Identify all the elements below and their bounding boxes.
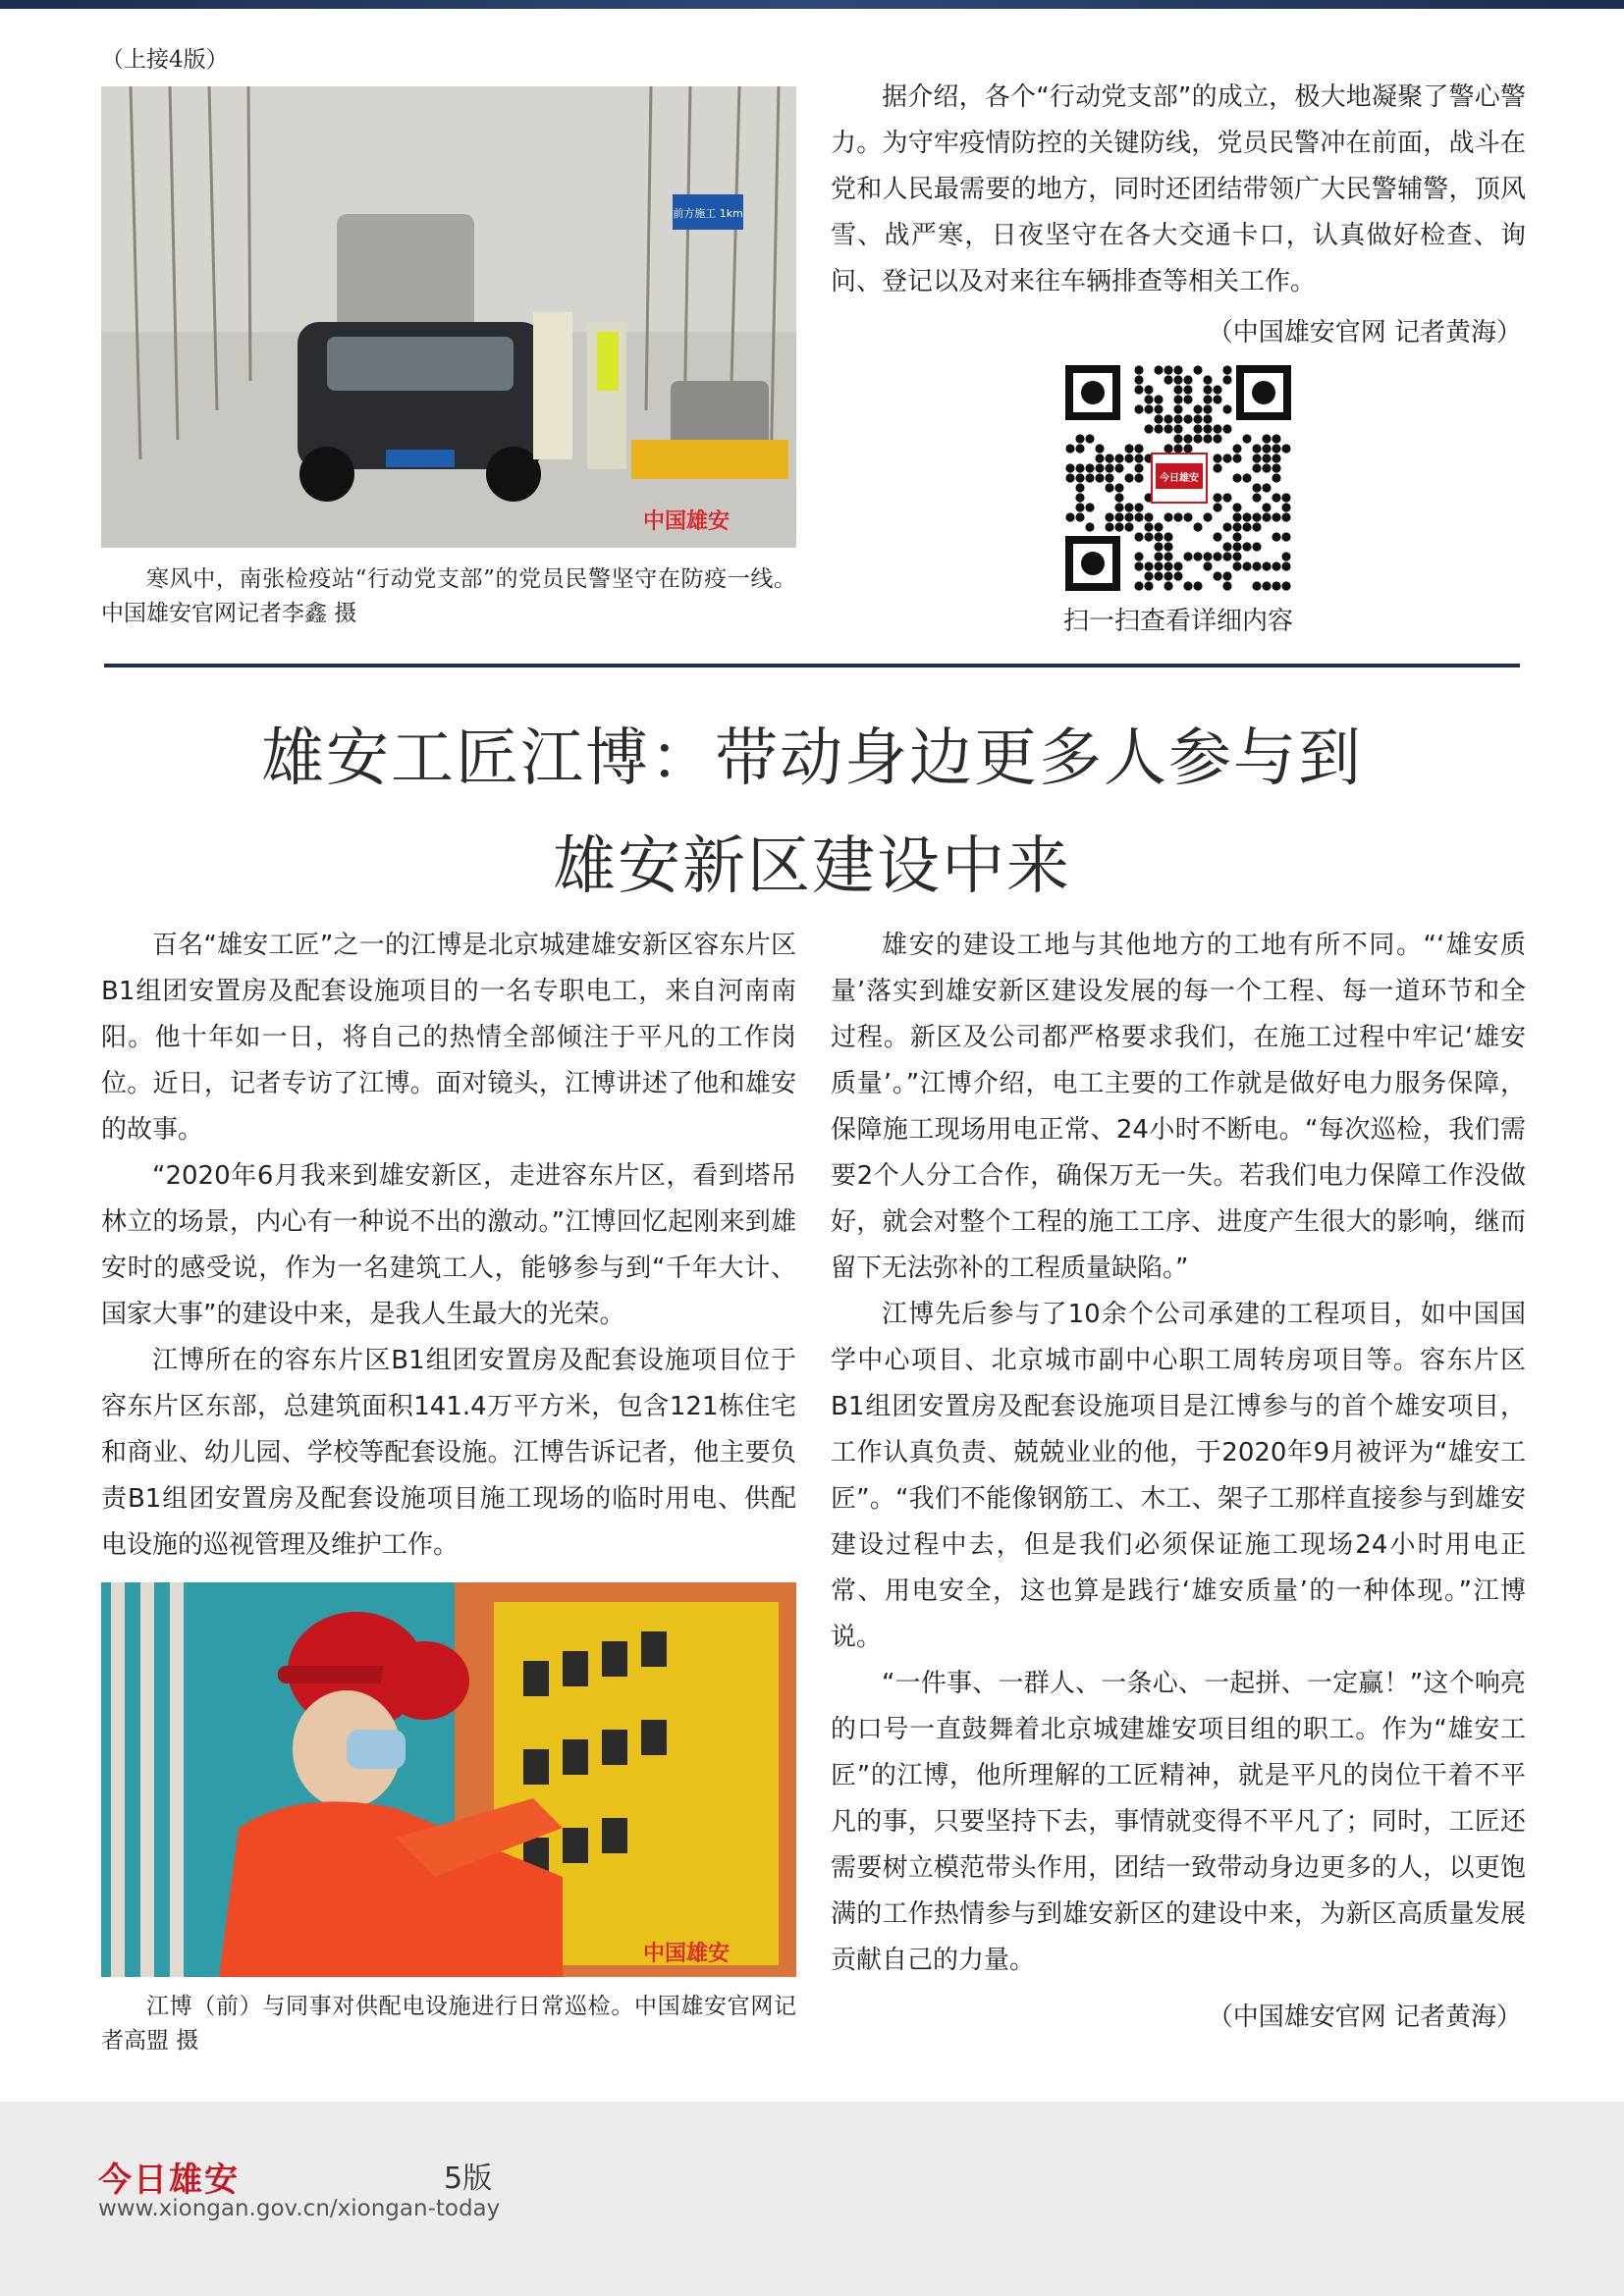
electrician-photo	[101, 1582, 796, 1977]
checkpoint-photo	[101, 86, 796, 548]
qr-label: 扫一扫查看详细内容	[1062, 607, 1293, 636]
section-divider	[104, 664, 1520, 667]
article-paragraph: 江博所在的容东片区B1组团安置房及配套设施项目位于容东片区东部，总建筑面积141.4万平方米，包含121栋住宅和商业、幼儿园、学校等配套设施。江博告诉记者，他主要负责B1组团安置房及配套设施项目施工现场的临时用电、供配电设施的巡视管理及维护工作。	[101, 1346, 796, 1560]
top-border	[0, 0, 1624, 9]
watermark-logo: 中国雄安	[642, 1942, 730, 1966]
continued-label: （上接4版）	[101, 47, 229, 73]
qr-center-logo: 今日雄安	[1160, 473, 1199, 484]
road-sign-text: 前方施工 1km	[673, 207, 743, 220]
plate-rect	[386, 450, 455, 467]
article-left-column	[101, 923, 796, 1569]
top-article	[831, 75, 1526, 305]
headline-line-2: 雄安新区建设中来	[553, 830, 1071, 903]
article-paragraph: 江博先后参与了10余个公司承建的工程项目，如中国国学中心项目、北京城市副中心职工周转房项目等。容东片区B1组团安置房及配套设施项目是江博参与的首个雄安项目，工作认真负责、兢兢业业的他，于2020年9月被评为“雄安工匠”。“我们不能像钢筋工、木工、架子工那样直接参与到雄安建设过程中去，但是我们必须保证施工现场24小时用电正常、用电安全，这也算是践行‘雄安质量’的一种体现。”江博说。	[831, 1300, 1526, 1652]
article-paragraph: 百名“雄安工匠”之一的江博是北京城建雄安新区容东片区B1组团安置房及配套设施项目的一名专职电工，来自河南南阳。他十年如一日，将自己的热情全部倾注于平凡的工作岗位。近日，记者专访了江博。面对镜头，江博讲述了他和雄安的故事。	[101, 931, 796, 1145]
top-photo-caption: 寒风中，南张检疫站“行动党支部”的党员民警坚守在防疫一线。中国雄安官网记者李鑫 摄	[101, 566, 796, 626]
bottom-photo-caption: 江博（前）与同事对供配电设施进行日常巡检。中国雄安官网记者高盟 摄	[101, 1994, 796, 2054]
article-paragraph: 据介绍，各个“行动党支部”的成立，极大地凝聚了警心警力。为守牢疫情防控的关键防线，党员民警冲在前面，战斗在党和人民最需要的地方，同时还团结带领广大民警辅警，顶风雪、战严寒，日夜坚守在各大交通卡口，认真做好检查、询问、登记以及对来往车辆排查等相关工作。	[831, 82, 1526, 296]
watermark-logo: 中国雄安	[642, 509, 730, 534]
site-link[interactable]: www.xiongan.gov.cn/xiongan-today	[98, 2196, 501, 2221]
page-number: 5版	[444, 2162, 493, 2196]
article-headline	[0, 705, 1624, 921]
article-paragraph: “一件事、一群人、一条心、一起拼、一定赢！”这个响亮的口号一直鼓舞着北京城建雄安项目组的职工。作为“雄安工匠”的江博，他所理解的工匠精神，就是平凡的岗位干着不平凡的事，只要坚持下去，事情就变得不平凡了；同时，工匠还需要树立模范带头作用，团结一致带动身边更多的人，以更饱满的工作热情参与到雄安新区的建设中来，为新区高质量发展贡献自己的力量。	[831, 1669, 1526, 1975]
newspaper-logo: 今日雄安	[98, 2161, 240, 2200]
article-right-column	[831, 923, 1526, 1984]
qr-code[interactable]	[1065, 365, 1291, 591]
article-credit: （中国雄安官网 记者黄海）	[1207, 2002, 1522, 2032]
article-paragraph: “2020年6月我来到雄安新区，走进容东片区，看到塔吊林立的场景，内心有一种说不出的激动。”江博回忆起刚来到雄安时的感受说，作为一名建筑工人，能够参与到“千年大计、国家大事”的建设中来，是我人生最大的光荣。	[101, 1161, 796, 1329]
top-article-credit: （中国雄安官网 记者黄海）	[1207, 318, 1522, 347]
article-paragraph: 雄安的建设工地与其他地方的工地有所不同。“‘雄安质量’落实到雄安新区建设发展的每一个工程、每一道环节和全过程。新区及公司都严格要求我们，在施工过程中牢记‘雄安质量’。”江博介绍，电工主要的工作就是做好电力服务保障，保障施工现场用电正常、24小时不断电。“每次巡检，我们需要2个人分工合作，确保万无一失。若我们电力保障工作没做好，就会对整个工程的施工工序、进度产生很大的影响，继而留下无法弥补的工程质量缺陷。”	[831, 931, 1526, 1283]
headline-line-1: 雄安工匠江博：带动身边更多人参与到	[261, 722, 1363, 795]
